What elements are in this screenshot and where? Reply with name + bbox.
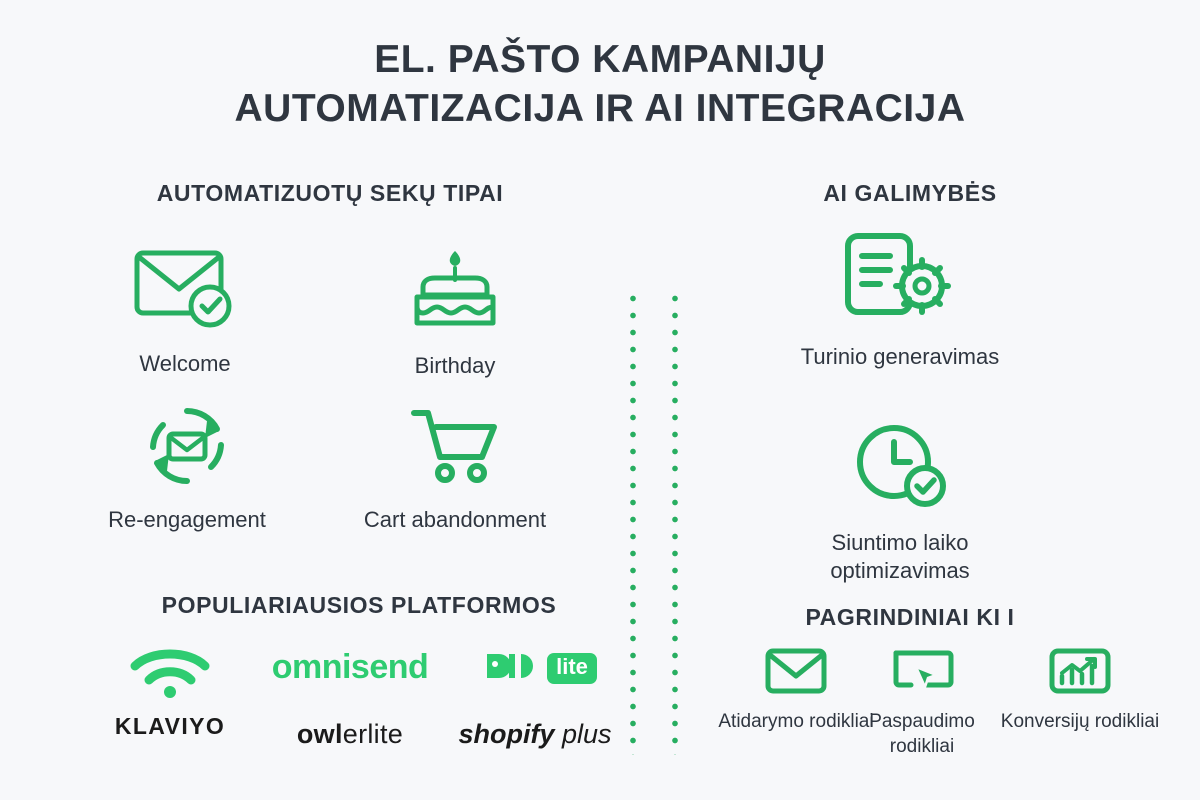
owlerlite-name-rest: erlite xyxy=(342,719,404,749)
owlerlite-mark-row xyxy=(440,648,640,689)
lite-badge: lite xyxy=(547,653,597,683)
page-title-line-2: AUTOMATIZACIJA IR AI INTEGRACIJA xyxy=(234,86,966,130)
page-title xyxy=(0,36,1200,134)
platform-owlerlite xyxy=(440,648,640,689)
platform-name: KLAVIYO xyxy=(114,713,226,739)
shopify-name-plus: plus xyxy=(562,719,612,749)
sequence-label: Re-engagement xyxy=(108,507,266,532)
sequence-item-reengagement xyxy=(62,403,312,534)
ai-item-content-generation xyxy=(790,230,1010,371)
kpi-label: Atidarymo rodikliai xyxy=(718,711,874,732)
platform-name: omnisend xyxy=(271,648,429,686)
sequence-label: Birthday xyxy=(414,353,496,378)
divider-dots-right xyxy=(672,290,678,755)
kpi-item-click-rate xyxy=(838,645,1006,759)
platform-name xyxy=(250,719,450,750)
shopping-cart-icon xyxy=(355,403,555,494)
ai-feature-label: Siuntimo laiko optimizavimas xyxy=(830,530,970,584)
platform-omnisend xyxy=(255,648,445,687)
section-heading-kpi: PAGRINDINIAI KI I xyxy=(805,604,1015,630)
sequence-item-welcome xyxy=(85,245,285,378)
clock-check-icon xyxy=(790,420,1010,517)
owlerlite-mark xyxy=(483,648,539,689)
page-title-line-1: EL. PAŠTO KAMPANIJŲ xyxy=(374,38,826,81)
envelope-refresh-icon xyxy=(62,403,312,494)
owlerlite-name-bold: owl xyxy=(296,719,343,749)
sequence-label: Welcome xyxy=(139,351,231,376)
platform-shopify-plus xyxy=(430,705,640,750)
shopify-name-bold: shopify xyxy=(458,719,555,749)
cursor-click-icon xyxy=(890,684,954,701)
birthday-cake-icon xyxy=(355,245,555,340)
sequence-label: Cart abandonment xyxy=(363,507,547,532)
platform-klaviyo xyxy=(80,648,260,740)
section-heading-sequences: AUTOMATIZUOTŲ SEKŲ TIPAI xyxy=(156,180,504,206)
ai-item-send-time-optimization xyxy=(790,420,1010,585)
envelope-open-icon xyxy=(764,684,828,701)
section-heading-ai: AI GALIMYBĖS xyxy=(823,180,997,206)
bar-chart-arrow-icon xyxy=(1048,684,1112,701)
document-gear-icon xyxy=(790,230,1010,331)
ai-feature-label: Turinio generavimas xyxy=(800,344,1000,369)
klaviyo-wifi-icon xyxy=(129,685,211,702)
section-heading-platforms: POPULIARIAUSIOS PLATFORMOS xyxy=(161,592,557,618)
kpi-item-conversion-rate xyxy=(996,645,1164,735)
envelope-check-icon xyxy=(85,245,285,338)
platform-name xyxy=(430,719,640,750)
sequence-item-cart xyxy=(355,403,555,534)
kpi-label: Konversijų rodikliai xyxy=(1000,711,1160,732)
platform-owlerlite-name xyxy=(250,705,450,750)
kpi-label: Paspaudimo rodikliai xyxy=(869,711,975,757)
sequence-item-birthday xyxy=(355,245,555,380)
